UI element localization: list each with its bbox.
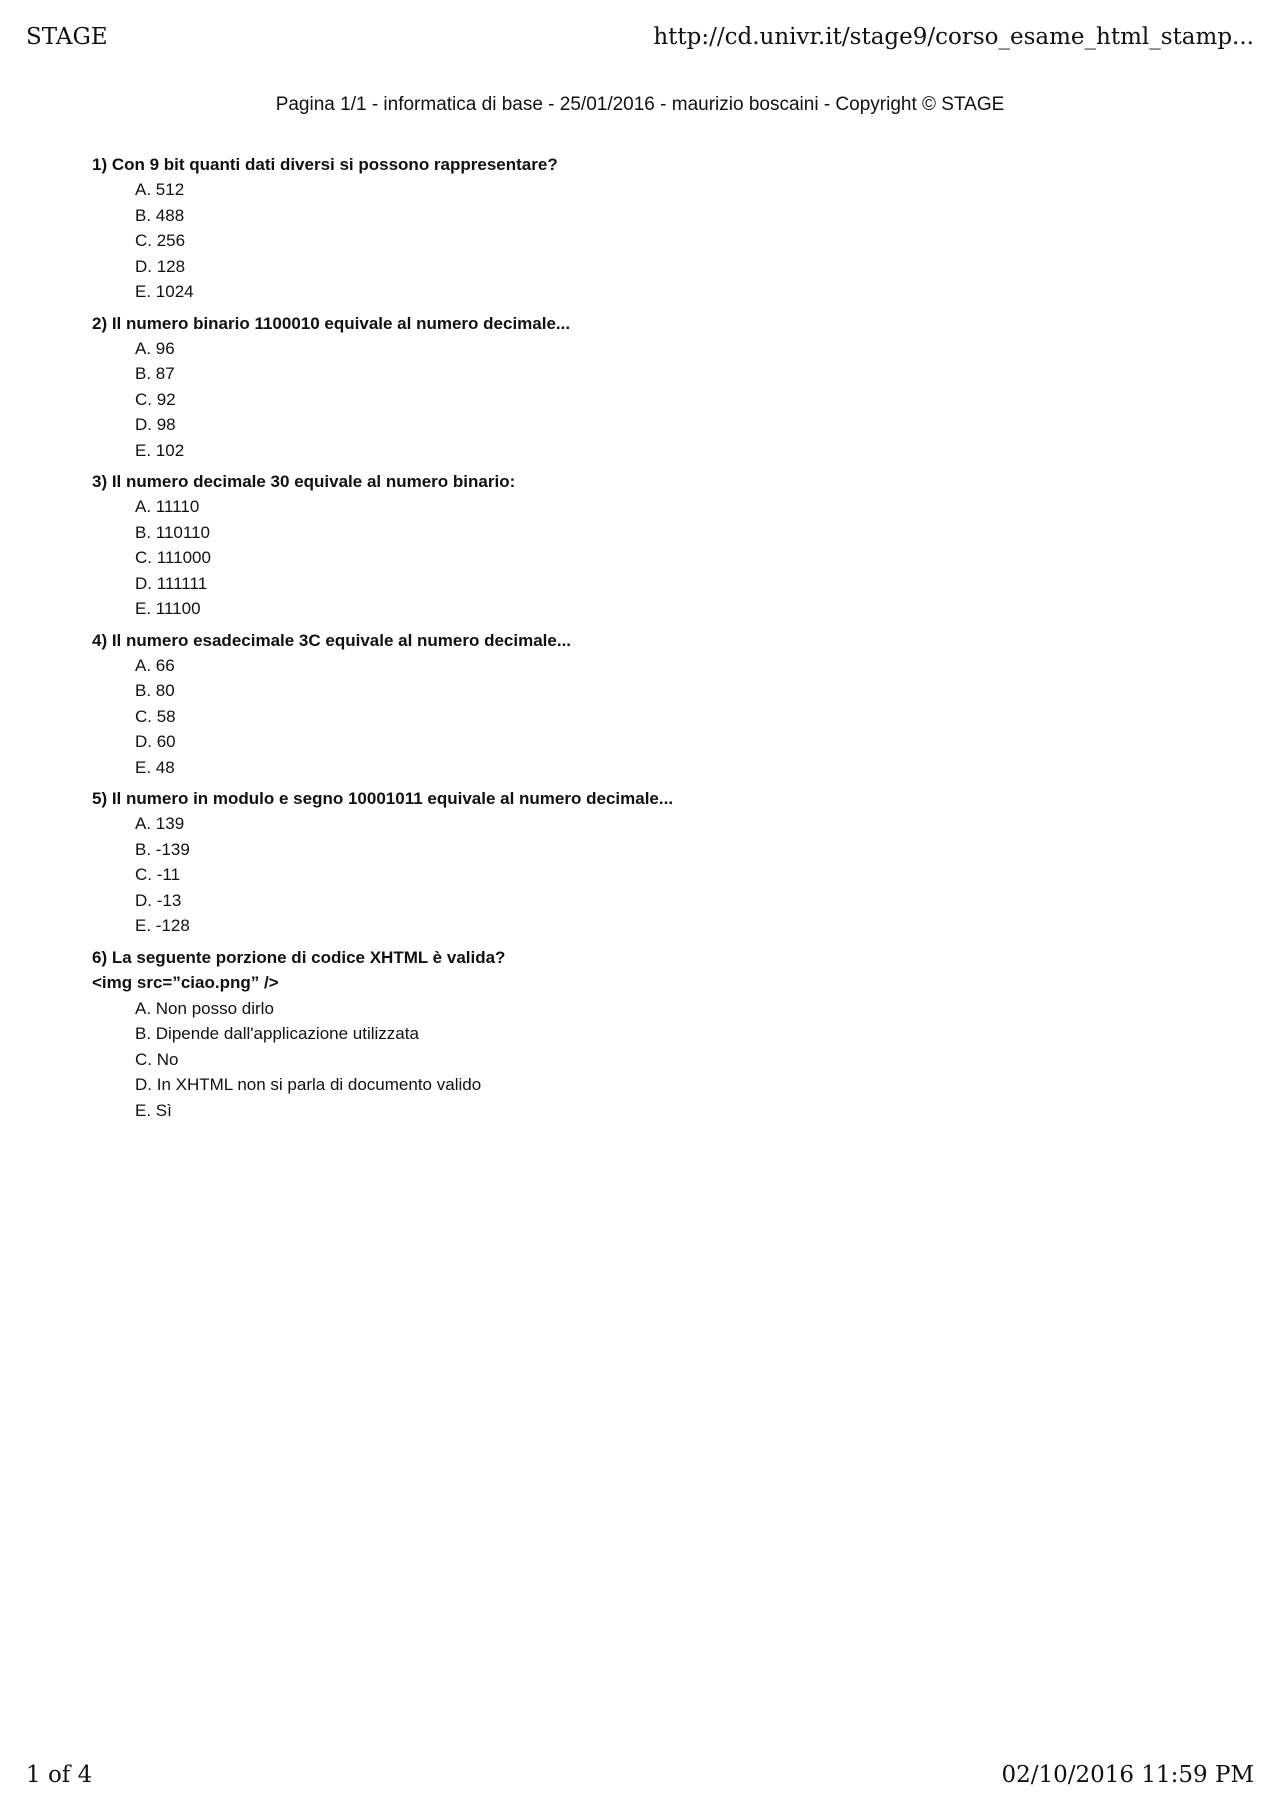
question-3 <box>92 470 1212 622</box>
answer-option: C. 256 <box>135 231 186 250</box>
answer-options <box>92 177 1212 305</box>
answer-option: E. 102 <box>135 440 185 460</box>
answer-option: B. 110110 <box>135 522 210 542</box>
answer-options <box>92 494 1212 622</box>
question-4 <box>92 629 1212 781</box>
answer-option: C. 58 <box>135 706 176 726</box>
answer-option: E. 11100 <box>135 599 201 618</box>
answer-option: A. 66 <box>135 655 175 675</box>
answer-option: B. 488 <box>135 205 185 225</box>
question-1 <box>92 153 1212 305</box>
page-subtitle: Pagina 1/1 - informatica di base - 25/01/2016 - maurizio boscaini - Copyright © STAGE <box>275 94 1005 115</box>
question-text: 2) Il numero binario 1100010 equivale al numero decimale... <box>92 313 571 333</box>
answer-option: E. -128 <box>135 916 190 935</box>
answer-option: B. Dipende dall'applicazione utilizzata <box>135 1024 419 1043</box>
answer-option: A. 11110 <box>135 497 200 516</box>
answer-option: E. 48 <box>135 757 175 777</box>
answer-option: D. -13 <box>135 890 182 910</box>
question-text: 1) Con 9 bit quanti dati diversi si possono rappresentare? <box>92 155 558 174</box>
answer-option: E. 1024 <box>135 282 194 301</box>
question-text: 6) La seguente porzione di codice XHTML è valida? <box>92 947 506 967</box>
question-code-snippet: <img src=”ciao.png” /> <box>92 972 279 992</box>
question-text: 4) Il numero esadecimale 3C equivale al numero decimale... <box>92 630 572 650</box>
answer-option: C. 111000 <box>135 548 211 567</box>
answer-option: C. 92 <box>135 389 176 409</box>
print-footer-page: 1 of 4 <box>26 1762 93 1788</box>
question-6 <box>92 946 1212 1124</box>
question-list <box>92 153 1212 1130</box>
answer-option: A. 139 <box>135 814 185 833</box>
question-2 <box>92 312 1212 464</box>
answer-option: D. 98 <box>135 415 176 434</box>
print-header-site: STAGE <box>26 24 108 50</box>
answer-option: B. -139 <box>135 839 190 859</box>
answer-option: D. 111111 <box>135 573 208 593</box>
print-header-url: http://cd.univr.it/stage9/corso_esame_html_stamp... <box>653 24 1254 50</box>
answer-option: D. 60 <box>135 732 176 751</box>
question-text: 5) Il numero in modulo e segno 10001011 equivale al numero decimale... <box>92 789 674 808</box>
answer-options <box>92 996 1212 1124</box>
answer-options <box>92 811 1212 939</box>
answer-option: A. Non posso dirlo <box>135 998 274 1018</box>
answer-option: E. Sì <box>135 1100 172 1120</box>
answer-option: D. In XHTML non si parla di documento valido <box>135 1075 482 1094</box>
answer-options <box>92 653 1212 781</box>
answer-option: A. 96 <box>135 338 175 358</box>
answer-option: A. 512 <box>135 180 185 199</box>
answer-options <box>92 336 1212 464</box>
print-footer-datetime: 02/10/2016 11:59 PM <box>1001 1762 1254 1788</box>
question-text: 3) Il numero decimale 30 equivale al numero binario: <box>92 472 516 491</box>
answer-option: B. 80 <box>135 681 175 700</box>
answer-option: C. -11 <box>135 865 181 884</box>
question-5 <box>92 787 1212 939</box>
answer-option: B. 87 <box>135 364 175 383</box>
answer-option: D. 128 <box>135 256 186 276</box>
answer-option: C. No <box>135 1049 179 1069</box>
